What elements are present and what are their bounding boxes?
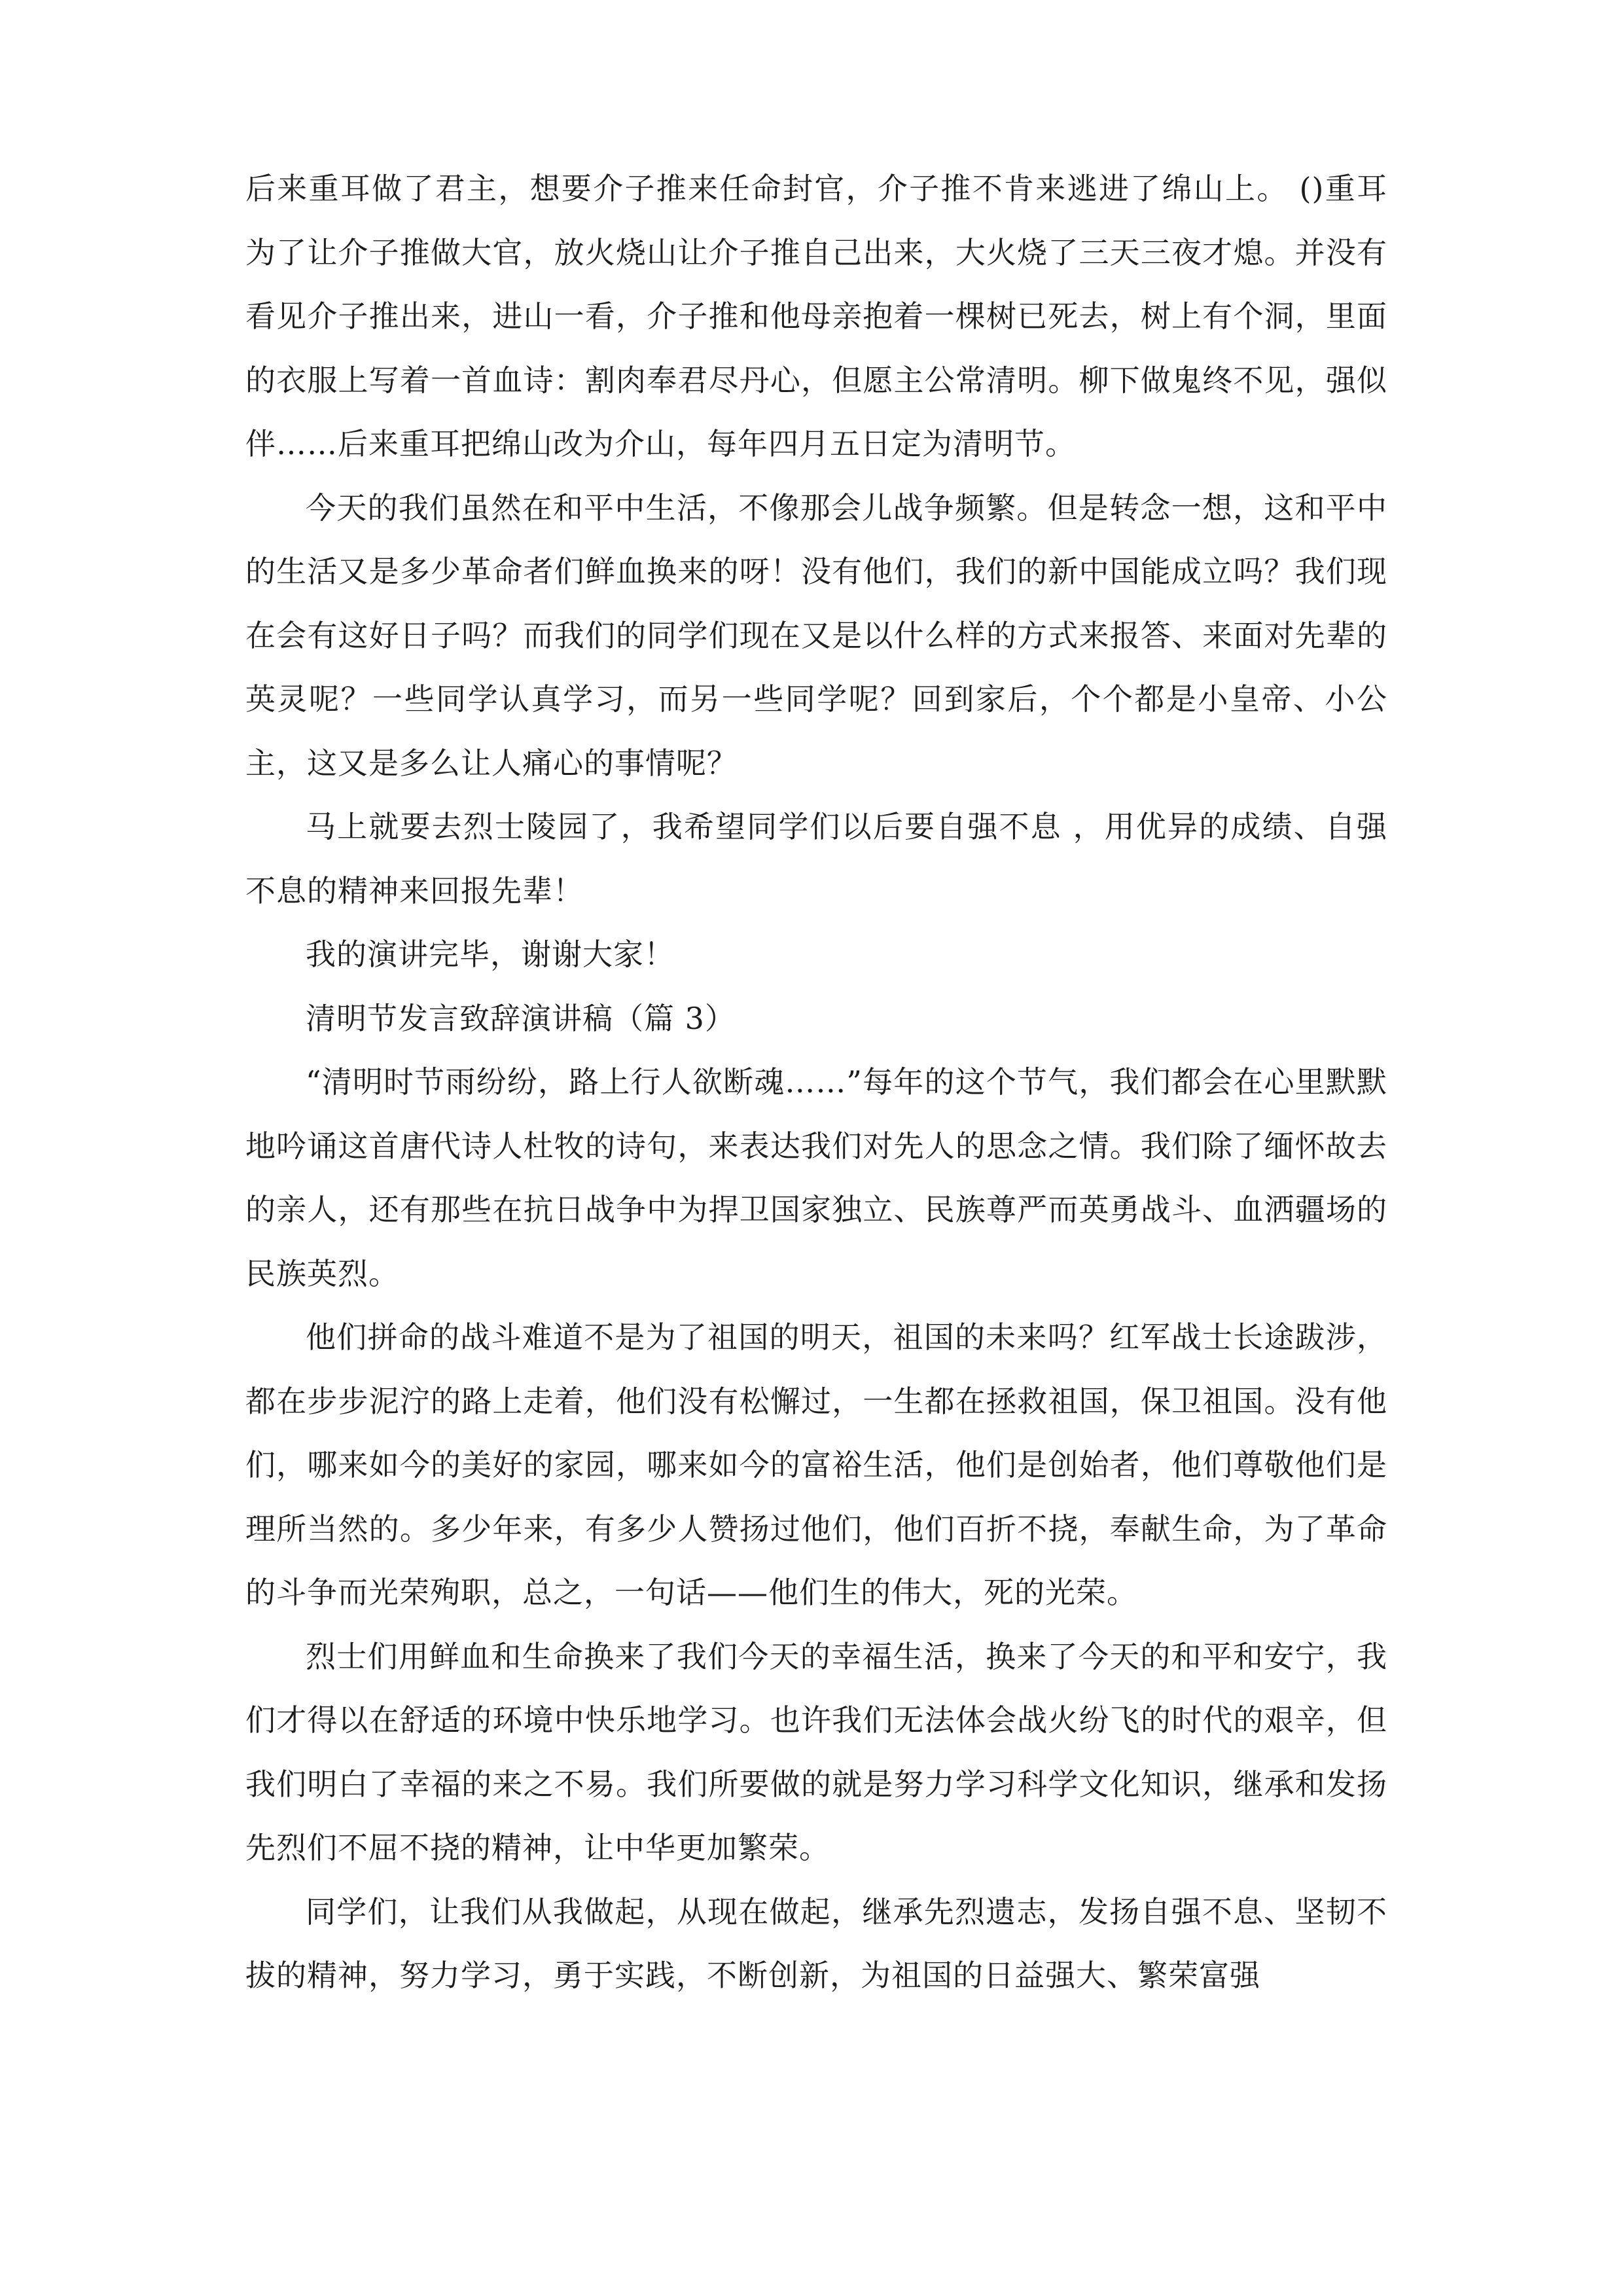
paragraph: 我的演讲完毕，谢谢大家！ <box>306 937 675 972</box>
paragraph: 烈士们用鲜血和生命换来了我们今天的幸福生活，换来了今天的和平和安宁，我们才得以在舒适的环境中快乐地学习。也许我们无法体会战火纷飞的时代的艰辛，但我们明白了幸福的来之不易。我们所要做的就是努力学习科学文化知识，继承和发扬先烈们不屈不挠的精神，让中华更加繁荣。 <box>245 1638 1387 1865</box>
paragraph: 马上就要去烈士陵园了，我希望同学们以后要自强不息 ，用优异的成绩、自强不息的精神来回报先辈！ <box>245 809 1387 908</box>
paragraph: “清明时节雨纷纷，路上行人欲断魂……”每年的这个节气，我们都会在心里默默地吟诵这首唐代诗人杜牧的诗句，来表达我们对先人的思念之情。我们除了缅怀故去的亲人，还有那些在抗日战争中为捍卫国家独立、民族尊严而英勇战斗、血洒疆场的民族英烈。 <box>245 1064 1387 1291</box>
paragraph: 今天的我们虽然在和平中生活，不像那会儿战争频繁。但是转念一想，这和平中的生活又是多少革命者们鲜血换来的呀！没有他们，我们的新中国能成立吗？我们现在会有这好日子吗？而我们的同学们现在又是以什么样的方式来报答、来面对先辈的英灵呢？一些同学认真学习，而另一些同学呢？回到家后，个个都是小皇帝、小公主，这又是多么让人痛心的事情呢？ <box>245 490 1387 781</box>
document-body <box>245 157 1387 2008</box>
section-heading: 清明节发言致辞演讲稿（篇 3） <box>306 1000 736 1036</box>
paragraph: 同学们，让我们从我做起，从现在做起，继承先烈遗志，发扬自强不息、坚韧不拔的精神，努力学习，勇于实践，不断创新，为祖国的日益强大、繁荣富强 <box>245 1893 1387 1993</box>
paragraph: 他们拼命的战斗难道不是为了祖国的明天，祖国的未来吗？红军战士长途跋涉，都在步步泥泞的路上走着，他们没有松懈过，一生都在拯救祖国，保卫祖国。没有他们，哪来如今的美好的家园，哪来如今的富裕生活，他们是创始者，他们尊敬他们是理所当然的。多少年来，有多少人赞扬过他们，他们百折不挠，奉献生命，为了革命的斗争而光荣殉职，总之，一句话——他们生的伟大，死的光荣。 <box>245 1319 1387 1610</box>
paragraph-continuation: 后来重耳做了君主，想要介子推来任命封官，介子推不肯来逃进了绵山上。 ()重耳为了让介子推做大官，放火烧山让介子推自己出来，大火烧了三天三夜才熄。并没有看见介子推出来，进山一看，介子推和他母亲抱着一棵树已死去，树上有个洞，里面的衣服上写着一首血诗：割肉奉君尽丹心，但愿主公常清明。柳下做鬼终不见，强似伴……后来重耳把绵山改为介山，每年四月五日定为清明节。 <box>245 171 1387 461</box>
